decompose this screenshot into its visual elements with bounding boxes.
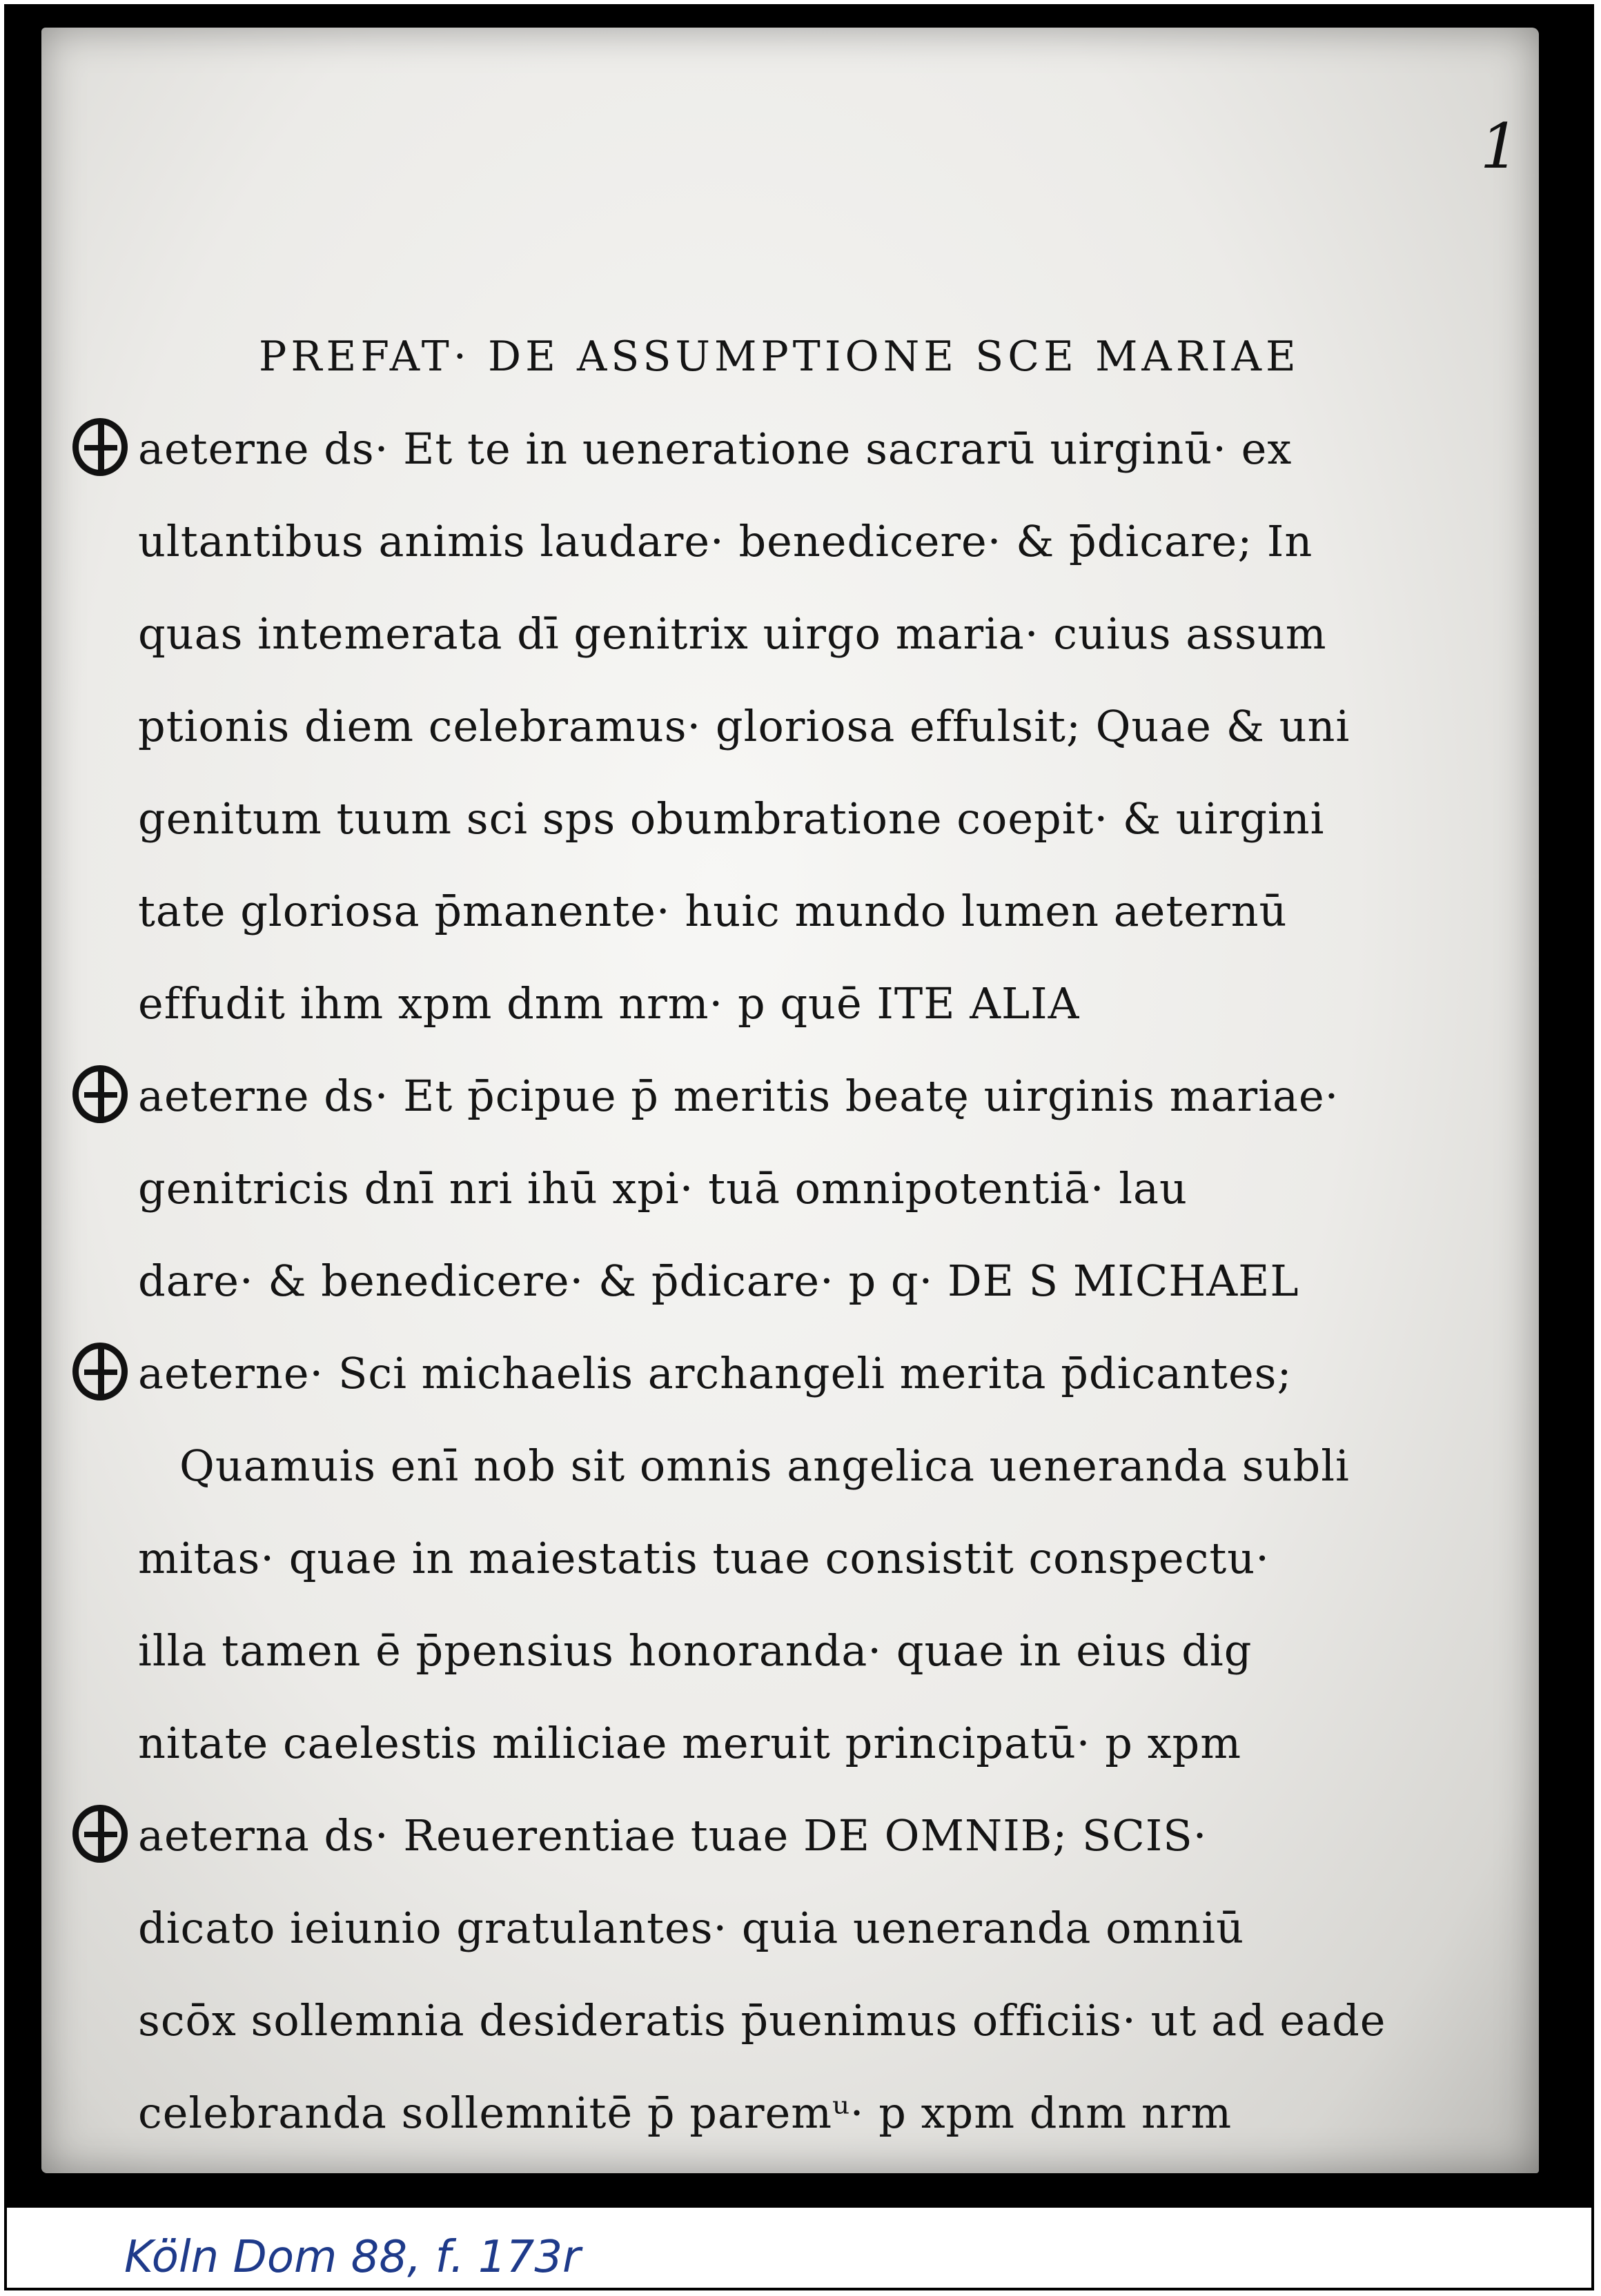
text-line — [138, 403, 1491, 495]
line-text: genitricis dnī nri ihū xpi· tuā omnipotentiā· lau — [138, 1163, 1188, 1214]
line-text: illa tamen ē p̄pensius honoranda· quae in eius dig — [138, 1625, 1253, 1676]
text-line — [138, 958, 1491, 1050]
line-text: Quamuis enī nob sit omnis angelica ueneranda subli — [179, 1441, 1350, 1491]
text-line — [138, 1790, 1491, 1882]
manuscript-text — [138, 310, 1491, 2159]
line-text: tate gloriosa p̄manente· huic mundo lumen aeternū — [138, 886, 1288, 936]
line-text: dicato ieiunio gratulantes· quia ueneranda omniū — [138, 1903, 1244, 1953]
text-line — [138, 588, 1491, 680]
line-text: aeterne· Sci michaelis archangeli merita p̄dicantes; — [138, 1348, 1293, 1398]
manuscript-page — [41, 28, 1539, 2173]
manuscript-photograph — [7, 7, 1591, 2208]
vd-initial-icon — [72, 1805, 128, 1863]
line-text: aeterne ds· Et p̄cipue p̄ meritis beatę uirginis mariae· — [138, 1071, 1339, 1121]
text-line — [138, 865, 1491, 958]
vd-initial-icon — [72, 1065, 128, 1123]
photo-frame — [4, 4, 1594, 2290]
shelfmark-caption: Köln Dom 88, f. 173r — [124, 2232, 581, 2283]
text-line — [138, 1975, 1491, 2067]
line-text: aeterna ds· Reuerentiae tuae DE OMNIB; SCIS· — [138, 1810, 1208, 1861]
text-line — [138, 1697, 1491, 1790]
line-text: quas intemerata dī genitrix uirgo maria· cuius assum — [138, 608, 1327, 659]
text-line — [138, 1142, 1491, 1235]
line-text: genitum tuum sci sps obumbratione coepit· & uirgini — [138, 793, 1325, 844]
text-line — [138, 1882, 1491, 1975]
text-line — [138, 1327, 1491, 1420]
text-line — [138, 1050, 1491, 1142]
text-line — [138, 1512, 1491, 1605]
text-line — [138, 1235, 1491, 1327]
text-line — [138, 495, 1491, 588]
line-text: mitas· quae in maiestatis tuae consistit conspectu· — [138, 1533, 1270, 1583]
line-text: ultantibus animis laudare· benedicere· & p̄dicare; In — [138, 516, 1313, 566]
line-text: effudit ihm xpm dnm nrm· p quē ITE ALIA — [138, 978, 1080, 1029]
line-text: PREFAT· DE ASSUMPTIONE SCE MARIAE — [259, 333, 1300, 381]
line-text: dare· & benedicere· & p̄dicare· p q· DE S MICHAEL — [138, 1256, 1299, 1306]
vd-initial-icon — [72, 418, 128, 476]
line-text: nitate caelestis miliciae meruit principatū· p xpm — [138, 1718, 1242, 1768]
text-line — [138, 773, 1491, 865]
line-text: aeterne ds· Et te in ueneratione sacrarū uirginū· ex — [138, 424, 1293, 474]
line-text: scōx sollemnia desideratis p̄uenimus officiis· ut ad eade — [138, 1995, 1386, 2046]
text-line — [138, 1605, 1491, 1697]
text-line — [138, 1420, 1491, 1512]
line-text: ptionis diem celebramus· gloriosa effulsit; Quae & uni — [138, 701, 1350, 751]
text-line — [138, 2067, 1491, 2159]
line-text: celebranda sollemnitē p̄ paremᵘ· p xpm dnm nrm — [138, 2088, 1232, 2138]
rubric-heading — [138, 310, 1491, 403]
text-line — [138, 680, 1491, 773]
folio-number: 1 — [1480, 110, 1520, 183]
vd-initial-icon — [72, 1343, 128, 1401]
